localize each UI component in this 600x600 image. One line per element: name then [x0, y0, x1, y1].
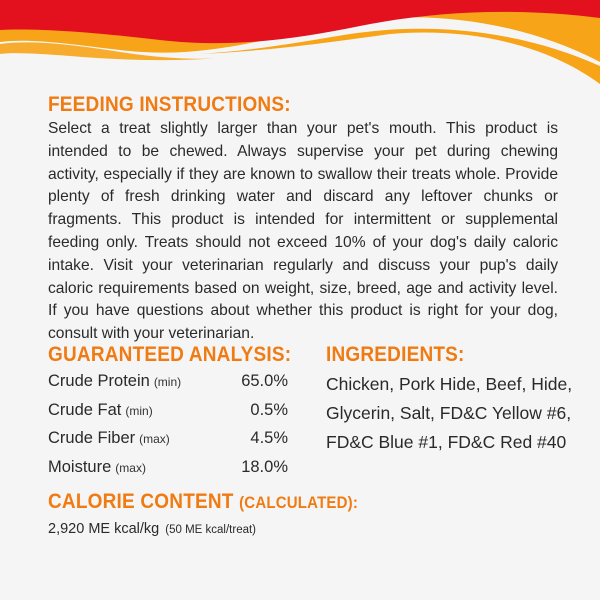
nutrient-value: 18.0% [241, 457, 288, 476]
calorie-heading-note: (CALCULATED): [239, 493, 359, 513]
nutrient-value: 0.5% [250, 400, 288, 419]
analysis-label [48, 458, 146, 477]
nutrient-name: Crude Protein [48, 372, 150, 390]
analysis-row-crude-fat [48, 401, 288, 430]
calorie-content-value [48, 521, 256, 537]
calorie-per-treat: (50 ME kcal/treat) [165, 524, 257, 536]
calorie-content-heading [48, 490, 358, 515]
feeding-instructions-heading: FEEDING INSTRUCTIONS: [48, 93, 291, 117]
nutrient-name: Crude Fiber [48, 429, 136, 447]
nutrient-value: 65.0% [241, 372, 288, 390]
ingredients-heading: INGREDIENTS: [326, 343, 465, 367]
analysis-label [48, 429, 170, 448]
nutrient-basis: (min) [153, 375, 182, 389]
analysis-row-crude-fiber [48, 429, 288, 458]
nutrient-name: Crude Fat [48, 400, 122, 419]
calorie-heading-main: CALORIE CONTENT [48, 490, 234, 514]
analysis-label [48, 401, 153, 420]
analysis-row-crude-protein [48, 372, 288, 401]
analysis-row-moisture [48, 458, 288, 487]
nutrient-name: Moisture [48, 457, 112, 476]
analysis-label [48, 372, 181, 391]
ingredients-text: Chicken, Pork Hide, Beef, Hide, Glycerin, Salt, FD&C Yellow #6, FD&C Blue #1, FD&C Red #40 [326, 374, 573, 452]
nutrient-basis: (min) [125, 403, 153, 418]
guaranteed-analysis-heading: GUARANTEED ANALYSIS: [48, 343, 292, 367]
nutrient-basis: (max) [115, 460, 146, 475]
nutrient-basis: (max) [139, 432, 170, 446]
feeding-instructions-text: Select a treat slightly larger than your pet's mouth. This product is intended to be chewed. Always supervise your pet during chewing activity, especially if they are known to swallow their treats whole. Provide plenty of fresh drinking water and discard any leftover chunks or fragments. This product is intended for intermittent or supplemental feeding only. Treats should not exceed 10% of your dog's daily caloric intake. Visit your veterinarian regularly and discuss your pup's daily caloric requirements based on weight, size, breed, age and activity level. If you have questions about whether this product is right for your dog, consult with your veterinarian. [48, 120, 558, 343]
guaranteed-analysis-table [48, 372, 288, 486]
nutrient-value: 4.5% [250, 429, 288, 447]
calorie-per-kg: 2,920 ME kcal/kg [48, 521, 160, 537]
